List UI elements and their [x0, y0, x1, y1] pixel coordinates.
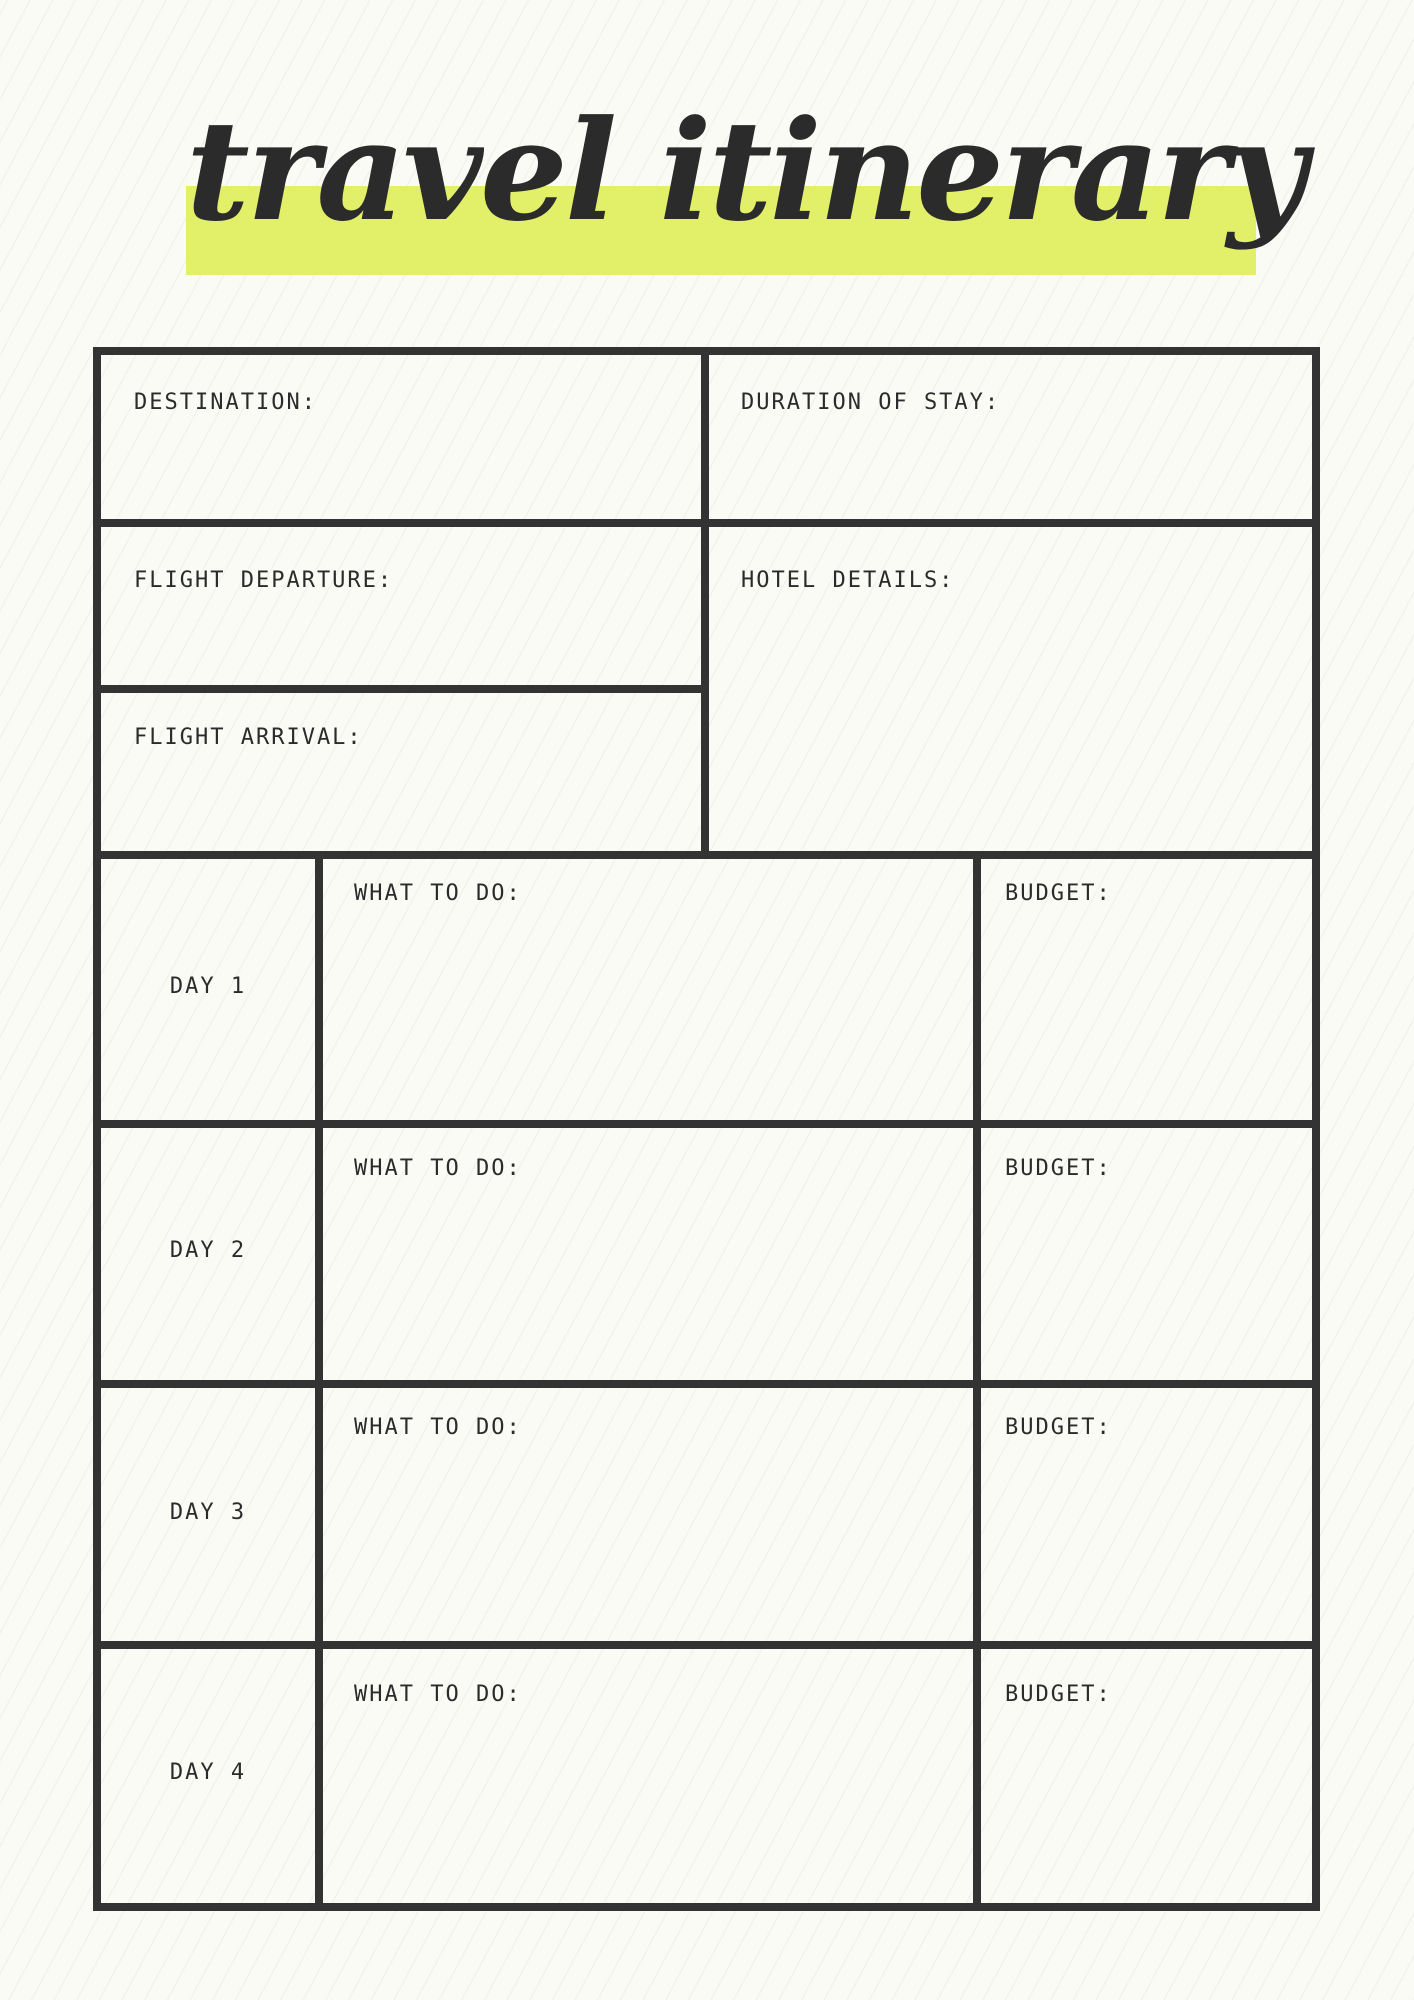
- day-3-budget[interactable]: [981, 1388, 1312, 1641]
- duration-field[interactable]: [709, 355, 1312, 519]
- day-label: DAY 1: [169, 974, 247, 999]
- destination-field[interactable]: [101, 355, 701, 519]
- budget-label: BUDGET:: [1005, 1682, 1112, 1707]
- page-title: travel itinerary: [186, 89, 1305, 252]
- day-1-budget[interactable]: [981, 859, 1312, 1120]
- what-to-do-label: WHAT TO DO:: [354, 881, 522, 906]
- day-label: DAY 2: [169, 1238, 247, 1263]
- budget-label: BUDGET:: [1005, 1156, 1112, 1181]
- divider-day2: [101, 1380, 1312, 1388]
- divider-day3: [101, 1641, 1312, 1649]
- what-to-do-label: WHAT TO DO:: [354, 1156, 522, 1181]
- hotel-details-field[interactable]: [709, 527, 1312, 851]
- day-3-cell: [101, 1388, 315, 1641]
- divider-day1: [101, 1120, 1312, 1128]
- divider-upper-bottom: [101, 851, 1312, 859]
- budget-label: BUDGET:: [1005, 881, 1112, 906]
- itinerary-form: [93, 347, 1320, 1911]
- day-label: DAY 3: [169, 1500, 247, 1525]
- divider-upper-vertical: [701, 355, 709, 855]
- destination-label: DESTINATION:: [134, 390, 317, 415]
- day-4-budget[interactable]: [981, 1649, 1312, 1903]
- duration-label: DURATION OF STAY:: [741, 390, 1001, 415]
- budget-label: BUDGET:: [1005, 1415, 1112, 1440]
- hotel-details-label: HOTEL DETAILS:: [741, 568, 955, 593]
- flight-arrival-label: FLIGHT ARRIVAL:: [134, 725, 363, 750]
- day-1-cell: [101, 859, 315, 1120]
- day-3-what-to-do[interactable]: [323, 1388, 973, 1641]
- divider-flight: [101, 685, 701, 693]
- day-2-what-to-do[interactable]: [323, 1128, 973, 1380]
- flight-arrival-field[interactable]: [101, 693, 701, 851]
- what-to-do-label: WHAT TO DO:: [354, 1682, 522, 1707]
- flight-departure-field[interactable]: [101, 527, 701, 685]
- day-1-what-to-do[interactable]: [323, 859, 973, 1120]
- divider-row1: [101, 519, 1312, 527]
- flight-departure-label: FLIGHT DEPARTURE:: [134, 568, 394, 593]
- day-label: DAY 4: [169, 1760, 247, 1785]
- day-4-what-to-do[interactable]: [323, 1649, 973, 1903]
- day-2-cell: [101, 1128, 315, 1380]
- what-to-do-label: WHAT TO DO:: [354, 1415, 522, 1440]
- day-4-cell: [101, 1649, 315, 1903]
- day-2-budget[interactable]: [981, 1128, 1312, 1380]
